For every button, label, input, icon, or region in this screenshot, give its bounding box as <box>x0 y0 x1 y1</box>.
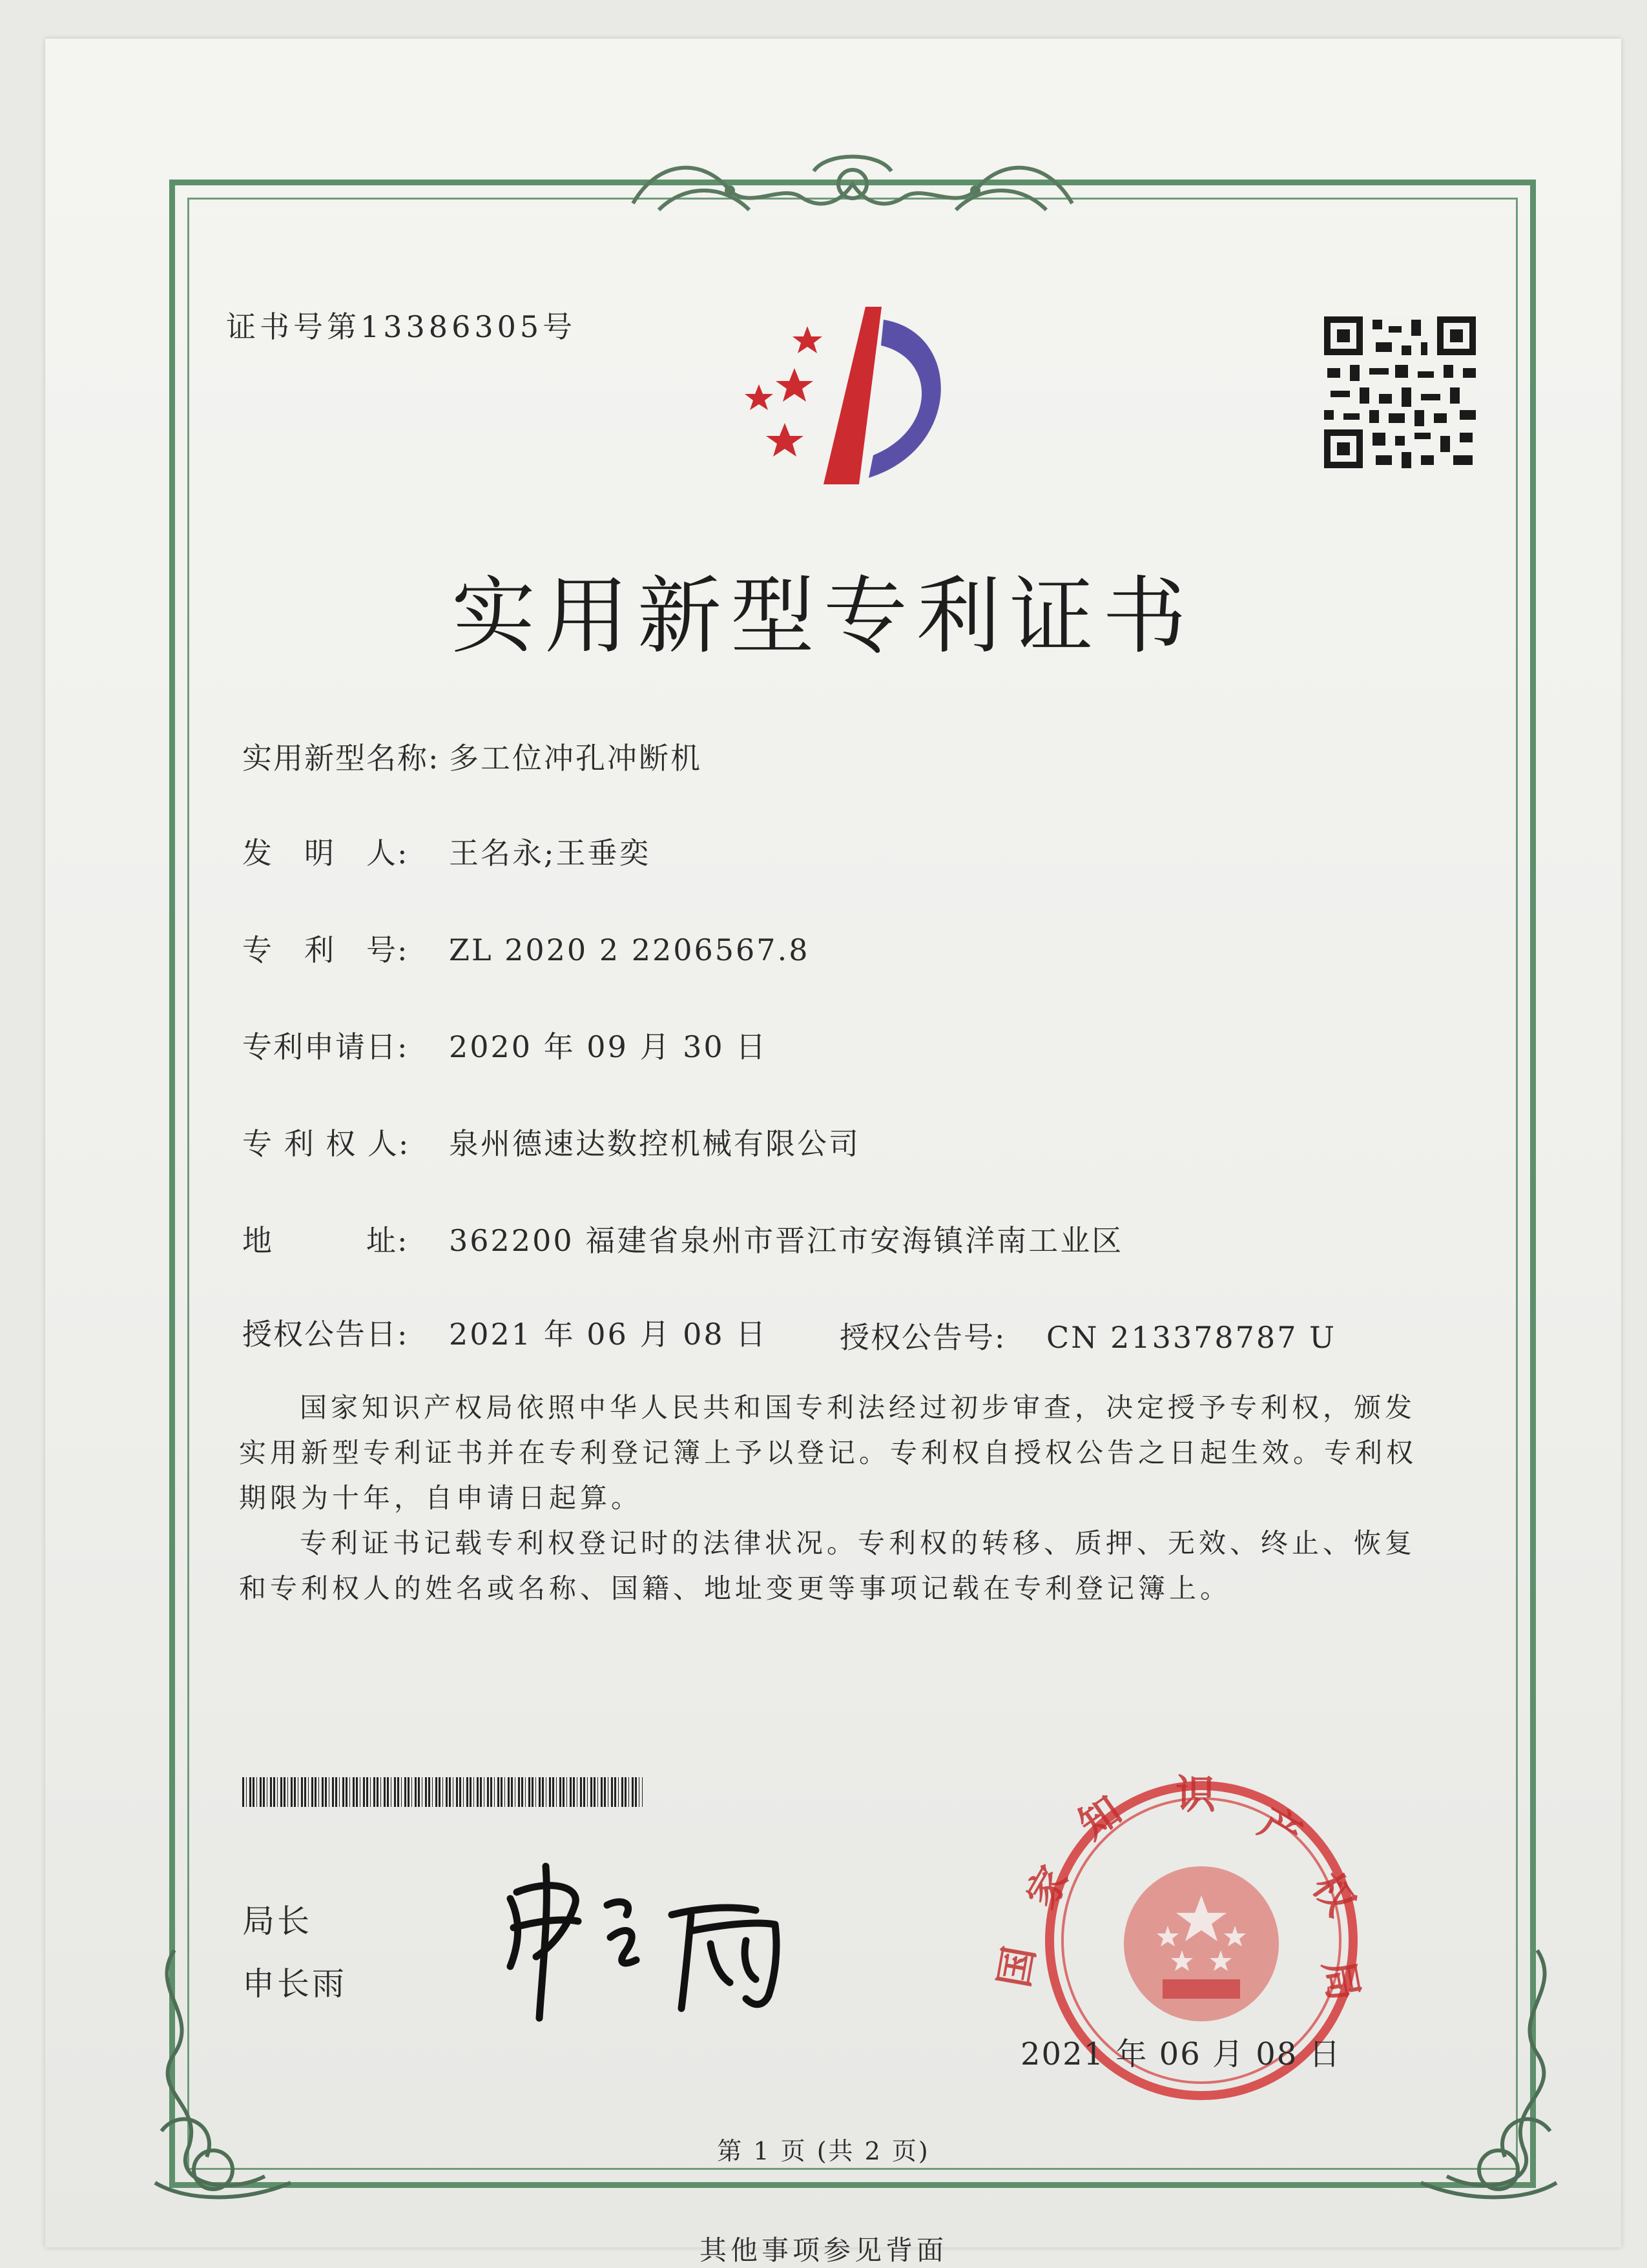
field-label: 地 址: <box>242 1223 409 1258</box>
seal-char: 局 <box>1314 1956 1368 2005</box>
field-patentee <box>242 1120 860 1163</box>
director-title: 局长 <box>242 1902 312 1940</box>
utility-model-name-value: 多工位冲孔冲断机 <box>449 741 702 776</box>
seal-char: 知 <box>1070 1786 1130 1849</box>
field-label: 专 利 号: <box>242 933 409 967</box>
legal-statement-paragraph: 专利证书记载专利权登记时的法律状况。专利权的转移、质押、无效、终止、恢复和专利权人的姓名或名称、国籍、地址变更等事项记载在专利登记簿上。 <box>239 1527 1416 1604</box>
top-ornament-icon <box>620 145 1085 229</box>
field-inventor <box>242 830 651 872</box>
field-utility-model-name <box>242 735 702 778</box>
field-label: 专 利 权 人: <box>242 1126 410 1161</box>
field-grant-number <box>840 1314 1336 1357</box>
certificate-title: 实用新型专利证书 <box>451 567 1196 665</box>
field-label: 专利申请日: <box>242 1029 409 1064</box>
seal-date: 2021 年 06 月 08 日 <box>1020 2036 1341 2072</box>
seal-char: 产 <box>1251 1798 1310 1859</box>
field-patent-number <box>242 927 809 969</box>
field-label: 授权公告号: <box>840 1320 1006 1355</box>
seal-char: 国 <box>989 1943 1044 1991</box>
footer-note: 其他事项参见背面 <box>699 2234 948 2266</box>
field-label: 发 明 人: <box>242 836 409 871</box>
director-signature <box>497 1853 833 2028</box>
patent-number-value: ZL 2020 2 2206567.8 <box>449 933 810 967</box>
field-application-date <box>242 1024 767 1066</box>
inventor-value: 王名永;王垂奕 <box>449 836 651 871</box>
patent-office-logo-icon <box>730 300 975 488</box>
application-date-value: 2020 年 09 月 30 日 <box>449 1029 768 1064</box>
qr-code-icon <box>1324 316 1476 468</box>
certificate-number: 证书号第13386305号 <box>226 309 577 344</box>
field-grant-date <box>242 1311 767 1354</box>
barcode-icon <box>242 1777 643 1807</box>
patentee-value: 泉州德速达数控机械有限公司 <box>449 1126 860 1161</box>
page-number: 第 1 页 (共 2 页) <box>717 2137 930 2165</box>
seal-char: 识 <box>1176 1771 1216 1818</box>
field-label: 实用新型名称: <box>242 741 440 776</box>
seal-char: 权 <box>1303 1864 1365 1924</box>
legal-statement-paragraph: 国家知识产权局依照中华人民共和国专利法经过初步审查，决定授予专利权，颁发实用新型专利证书并在专利登记簿上予以登记。专利权自授权公告之日起生效。专利权期限为十年，自申请日起算。 <box>239 1392 1418 1514</box>
grant-date-value: 2021 年 06 月 08 日 <box>449 1317 768 1352</box>
director-name: 申长雨 <box>242 1965 347 2003</box>
seal-char: 家 <box>1017 1858 1078 1917</box>
field-address <box>242 1217 1123 1260</box>
address-value: 362200 福建省泉州市晋江市安海镇洋南工业区 <box>449 1223 1124 1258</box>
field-label: 授权公告日: <box>242 1317 409 1352</box>
grant-number-value: CN 213378787 U <box>1046 1320 1336 1355</box>
